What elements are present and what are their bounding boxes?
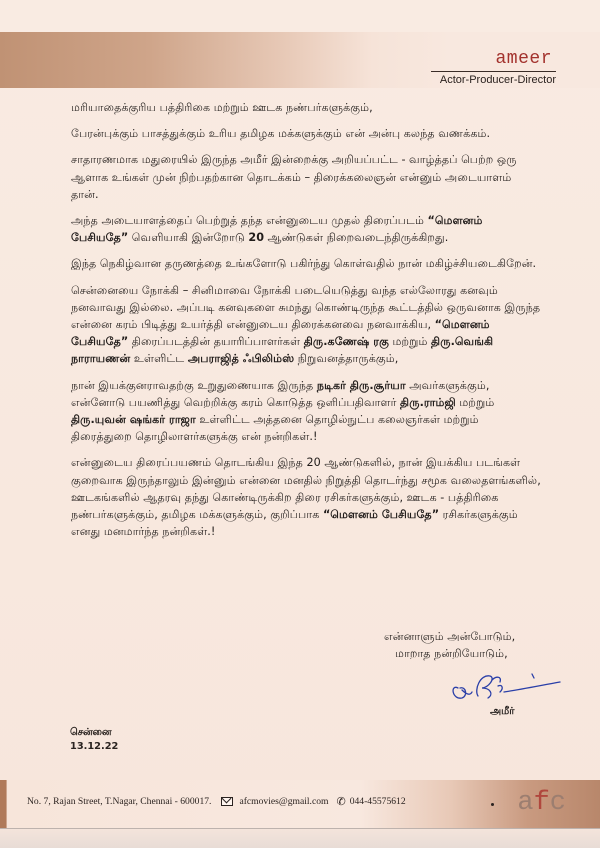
signature-icon bbox=[448, 666, 568, 706]
place: சென்னை bbox=[70, 727, 112, 738]
address: No. 7, Rajan Street, T.Nagar, Chennai - 600017. bbox=[27, 796, 212, 807]
letter-paragraph: பேரன்புக்கும் பாசத்துக்கும் உரிய தமிழக மக்களுக்கும் என் அன்பு கலந்த வணக்கம். bbox=[71, 127, 491, 141]
letter-paragraph: நான் இயக்குனராவதற்கு உறுதுணையாக இருந்த நடிகர் திரு.சூர்யா அவர்களுக்கும், என்னோடு பயணித்து வெற்றிக்கு கரம் கொடுத்த ஒளிப்பதிவாளர் திரு.ராம்ஜி மற்றும் திரு.யுவன் ஷங்கர் ராஜா உள்ளிட்ட அத்தனை தொழில்நுட்ப கலைஞர்கள் மற்றும் திரைத்துறை தொழிலாளர்களுக்கு என் நன்றிகள்.! bbox=[71, 378, 495, 444]
signature-name: அமீர் bbox=[490, 706, 515, 717]
place-date bbox=[70, 726, 118, 754]
letter-paragraph: என்னுடைய திரைப்பயணம் தொடங்கிய இந்த 20 ஆண்டுகளில், நான் இயக்கிய படங்கள் குறைவாக இருந்தாலும் இன்னும் என்னை மனதில் நிறுத்தி தொடர்ந்து சமூக வலைதளங்களில், ஊடகங்களில் ஆதரவு தந்து கொண்டிருக்கிற திரை ரசிகர்களுக்கும், ஊடக - பத்திரிகை நண்பர்களுக்கும், தமிழக மக்களுக்கும், குறிப்பாக “மௌனம் பேசியதே” ரசிகர்களுக்கும் எனது மனமார்ந்த நன்றிகள்.! bbox=[71, 456, 541, 539]
logo-dot bbox=[491, 803, 494, 806]
letter-body bbox=[71, 99, 541, 549]
brand-role: Actor-Producer-Director bbox=[439, 74, 556, 86]
afc-logo: afc bbox=[517, 788, 566, 818]
letter-paragraph: இந்த நெகிழ்வான தருணத்தை உங்களோடு பகிர்ந்து கொள்வதில் நான் மகிழ்ச்சியடைகிறேன். bbox=[71, 257, 537, 271]
letter-closing bbox=[384, 628, 544, 662]
letterhead-brand bbox=[431, 49, 556, 86]
letter-paragraph: சென்னையை நோக்கி – சினிமாவை நோக்கி படையெடுத்து வந்த எல்லோரது கனவும் நனவாவது இல்லை. அப்படி கனவுகளை சுமந்து கொண்டிருந்த கூட்டத்தில் ஒருவனாக இருந்த என்னை கரம் பிடித்து உயர்த்தி என்னுடைய திரைக்கனவை நனவாக்கிய, “மௌனம் பேசியதே” திரைப்படத்தின் தயாரிப்பாளர்கள் திரு.கணேஷ் ரகு மற்றும் திரு.வெங்கி நாராயணன் உள்ளிட்ட அபராஜித் ஃபிலிம்ஸ் நிறுவனத்தாருக்கும், bbox=[71, 283, 541, 366]
envelope-icon bbox=[221, 797, 233, 806]
date: 13.12.22 bbox=[70, 741, 119, 752]
letter-paragraph: அந்த அடையாளத்தைப் பெற்றுத் தந்த என்னுடைய முதல் திரைப்படம் “மௌனம் பேசியதே” வெளியாகி இன்றோடு 20 ஆண்டுகள் நிறைவடைந்திருக்கிறது. bbox=[71, 214, 483, 245]
brand-divider bbox=[431, 71, 556, 72]
letter-paragraph: சாதாரணமாக மதுரையில் இருந்த அமீர் இன்றைக்கு அறியப்பட்ட - வாழ்த்தப் பெற்ற ஒரு ஆளாக உங்கள் முன் நிற்பதற்கான தொடக்கம் – திரைக்கலைஞன் என்னும் அடையாளம் தான். bbox=[71, 153, 517, 201]
brand-name: ameer bbox=[495, 49, 552, 69]
phone-number[interactable]: 044-45575612 bbox=[349, 796, 406, 807]
footer-contact bbox=[27, 795, 406, 808]
phone-icon: ✆ bbox=[336, 796, 346, 808]
email-link[interactable]: afcmovies@gmail.com bbox=[239, 796, 329, 807]
closing-line-1: என்னாளும் அன்போடும், bbox=[384, 630, 516, 643]
closing-line-2: மாறாத நன்றியோடும், bbox=[395, 647, 508, 660]
footer-edge bbox=[0, 828, 600, 848]
letter-paragraph: மரியாதைக்குரிய பத்திரிகை மற்றும் ஊடக நண்பர்களுக்கும், bbox=[71, 101, 373, 114]
